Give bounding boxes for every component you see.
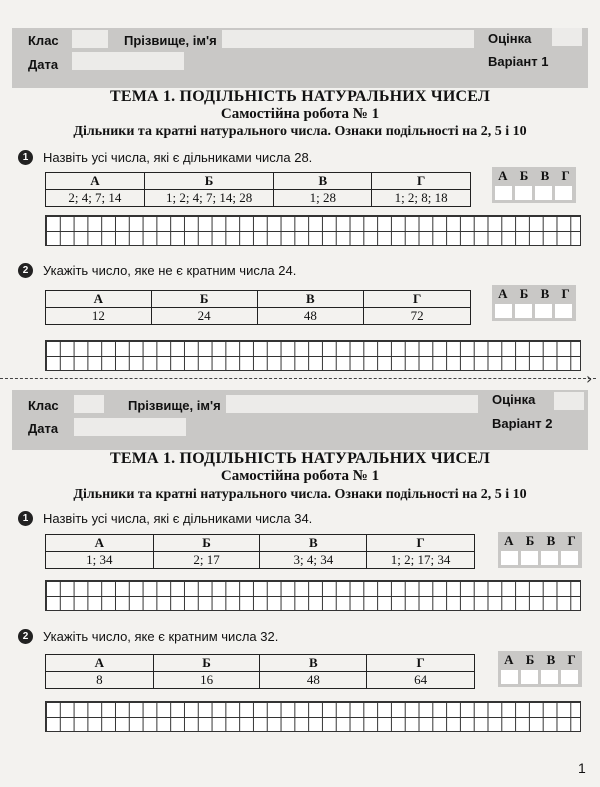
answer-box-letter: Б bbox=[519, 168, 529, 183]
class-label: Клас bbox=[28, 398, 59, 413]
question-2 bbox=[18, 263, 296, 278]
work-title: Самостійна робота № 1 bbox=[220, 468, 380, 484]
answer-box-letter: Г bbox=[567, 533, 576, 548]
option-letter: Б bbox=[153, 535, 260, 552]
answer-box-letter: А bbox=[504, 652, 514, 667]
answer-cell[interactable] bbox=[555, 304, 572, 318]
option-value: 1; 2; 4; 7; 14; 28 bbox=[144, 190, 274, 207]
option-letter: Б bbox=[153, 655, 260, 672]
date-label: Дата bbox=[28, 421, 59, 436]
working-grid[interactable] bbox=[45, 701, 581, 732]
cut-line bbox=[0, 378, 596, 379]
header-variant-1 bbox=[12, 28, 588, 88]
answer-box-letter: А bbox=[504, 533, 514, 548]
answer-cell[interactable] bbox=[521, 670, 538, 684]
option-value: 24 bbox=[151, 308, 257, 325]
option-letter: Б bbox=[151, 291, 257, 308]
date-label: Дата bbox=[28, 57, 59, 72]
answer-cell[interactable] bbox=[541, 670, 558, 684]
option-value: 2; 4; 7; 14 bbox=[46, 190, 145, 207]
question-2 bbox=[18, 629, 278, 644]
answer-box-letter: В bbox=[546, 652, 556, 667]
name-field[interactable] bbox=[226, 395, 478, 413]
question-1 bbox=[18, 511, 312, 526]
class-label: Клас bbox=[28, 33, 59, 48]
grade-field[interactable] bbox=[554, 392, 584, 410]
answer-cell[interactable] bbox=[515, 186, 532, 200]
answer-box-letter: А bbox=[498, 168, 508, 183]
subtitle: Дільники та кратні натурального числа. Ознаки подільності на 2, 5 і 10 bbox=[73, 487, 527, 502]
option-letter: Г bbox=[367, 535, 475, 552]
answer-box bbox=[498, 532, 582, 568]
question-text: Укажіть число, яке є кратним числа 32. bbox=[43, 629, 279, 644]
variant-label: Варіант 1 bbox=[488, 54, 549, 69]
answer-box-letter: Г bbox=[567, 652, 576, 667]
date-field[interactable] bbox=[74, 418, 186, 436]
question-text: Укажіть число, яке не є кратним числа 24. bbox=[43, 263, 297, 278]
answer-box-letter: Г bbox=[561, 168, 570, 183]
option-letter: А bbox=[46, 535, 154, 552]
answer-box-letter: В bbox=[540, 286, 550, 301]
option-letter: Г bbox=[367, 655, 475, 672]
grade-label: Оцінка bbox=[492, 392, 536, 407]
option-letter: А bbox=[46, 173, 145, 190]
option-value: 1; 2; 17; 34 bbox=[367, 552, 475, 569]
option-letter: В bbox=[260, 535, 367, 552]
answer-cell[interactable] bbox=[535, 304, 552, 318]
answer-table bbox=[45, 654, 475, 689]
option-letter: В bbox=[274, 173, 372, 190]
option-letter: А bbox=[46, 291, 152, 308]
subtitle: Дільники та кратні натурального числа. Ознаки подільності на 2, 5 і 10 bbox=[73, 124, 527, 139]
answer-cell[interactable] bbox=[555, 186, 572, 200]
question-1 bbox=[18, 150, 312, 165]
option-letter: Г bbox=[364, 291, 471, 308]
answer-box bbox=[498, 651, 582, 687]
answer-box-letter: Б bbox=[525, 533, 535, 548]
working-grid[interactable] bbox=[45, 215, 581, 246]
answer-table bbox=[45, 290, 471, 325]
answer-cell[interactable] bbox=[541, 551, 558, 565]
working-grid[interactable] bbox=[45, 340, 581, 371]
answer-box bbox=[492, 285, 576, 321]
option-value: 48 bbox=[260, 672, 367, 689]
variant-label: Варіант 2 bbox=[492, 416, 553, 431]
answer-box-letter: В bbox=[540, 168, 550, 183]
option-value: 1; 28 bbox=[274, 190, 372, 207]
option-value: 8 bbox=[46, 672, 154, 689]
name-label: Прізвище, ім'я bbox=[128, 398, 221, 413]
option-value: 48 bbox=[257, 308, 364, 325]
option-value: 2; 17 bbox=[153, 552, 260, 569]
option-letter: В bbox=[257, 291, 364, 308]
answer-cell[interactable] bbox=[495, 186, 512, 200]
class-field[interactable] bbox=[72, 30, 108, 48]
answer-cell[interactable] bbox=[501, 670, 518, 684]
date-field[interactable] bbox=[72, 52, 184, 70]
page-number: 1 bbox=[578, 760, 586, 776]
class-field[interactable] bbox=[74, 395, 104, 413]
answer-table bbox=[45, 534, 475, 569]
answer-box-letter: Б bbox=[525, 652, 535, 667]
answer-cell[interactable] bbox=[495, 304, 512, 318]
option-value: 1; 2; 8; 18 bbox=[372, 190, 471, 207]
option-value: 3; 4; 34 bbox=[260, 552, 367, 569]
option-letter: Б bbox=[144, 173, 274, 190]
answer-box-letter: Б bbox=[519, 286, 529, 301]
option-value: 1; 34 bbox=[46, 552, 154, 569]
topic-title: ТЕМА 1. ПОДІЛЬНІСТЬ НАТУРАЛЬНИХ ЧИСЕЛ bbox=[109, 450, 491, 467]
answer-cell[interactable] bbox=[561, 670, 578, 684]
working-grid[interactable] bbox=[45, 580, 581, 611]
option-letter: А bbox=[46, 655, 154, 672]
answer-box-letter: А bbox=[498, 286, 508, 301]
cut-arrow-icon: › bbox=[586, 369, 593, 388]
answer-cell[interactable] bbox=[501, 551, 518, 565]
answer-cell[interactable] bbox=[535, 186, 552, 200]
option-value: 64 bbox=[367, 672, 475, 689]
header-variant-2 bbox=[12, 390, 588, 450]
option-value: 16 bbox=[153, 672, 260, 689]
question-number: 2 bbox=[18, 263, 33, 278]
answer-table bbox=[45, 172, 471, 207]
option-letter: Г bbox=[372, 173, 471, 190]
question-number: 1 bbox=[18, 511, 33, 526]
name-field[interactable] bbox=[222, 30, 474, 48]
answer-box-letter: В bbox=[546, 533, 556, 548]
option-value: 72 bbox=[364, 308, 471, 325]
question-text: Назвіть усі числа, які є дільниками числа 34. bbox=[43, 511, 313, 526]
option-letter: В bbox=[260, 655, 367, 672]
answer-box-letter: Г bbox=[561, 286, 570, 301]
answer-cell[interactable] bbox=[521, 551, 538, 565]
name-label: Прізвище, ім'я bbox=[124, 33, 217, 48]
answer-cell[interactable] bbox=[561, 551, 578, 565]
grade-field[interactable] bbox=[552, 28, 582, 46]
answer-box bbox=[492, 167, 576, 203]
question-text: Назвіть усі числа, які є дільниками числа 28. bbox=[43, 150, 313, 165]
answer-cell[interactable] bbox=[515, 304, 532, 318]
option-value: 12 bbox=[46, 308, 152, 325]
work-title: Самостійна робота № 1 bbox=[220, 106, 380, 122]
question-number: 1 bbox=[18, 150, 33, 165]
question-number: 2 bbox=[18, 629, 33, 644]
grade-label: Оцінка bbox=[488, 31, 532, 46]
topic-title: ТЕМА 1. ПОДІЛЬНІСТЬ НАТУРАЛЬНИХ ЧИСЕЛ bbox=[109, 88, 491, 105]
